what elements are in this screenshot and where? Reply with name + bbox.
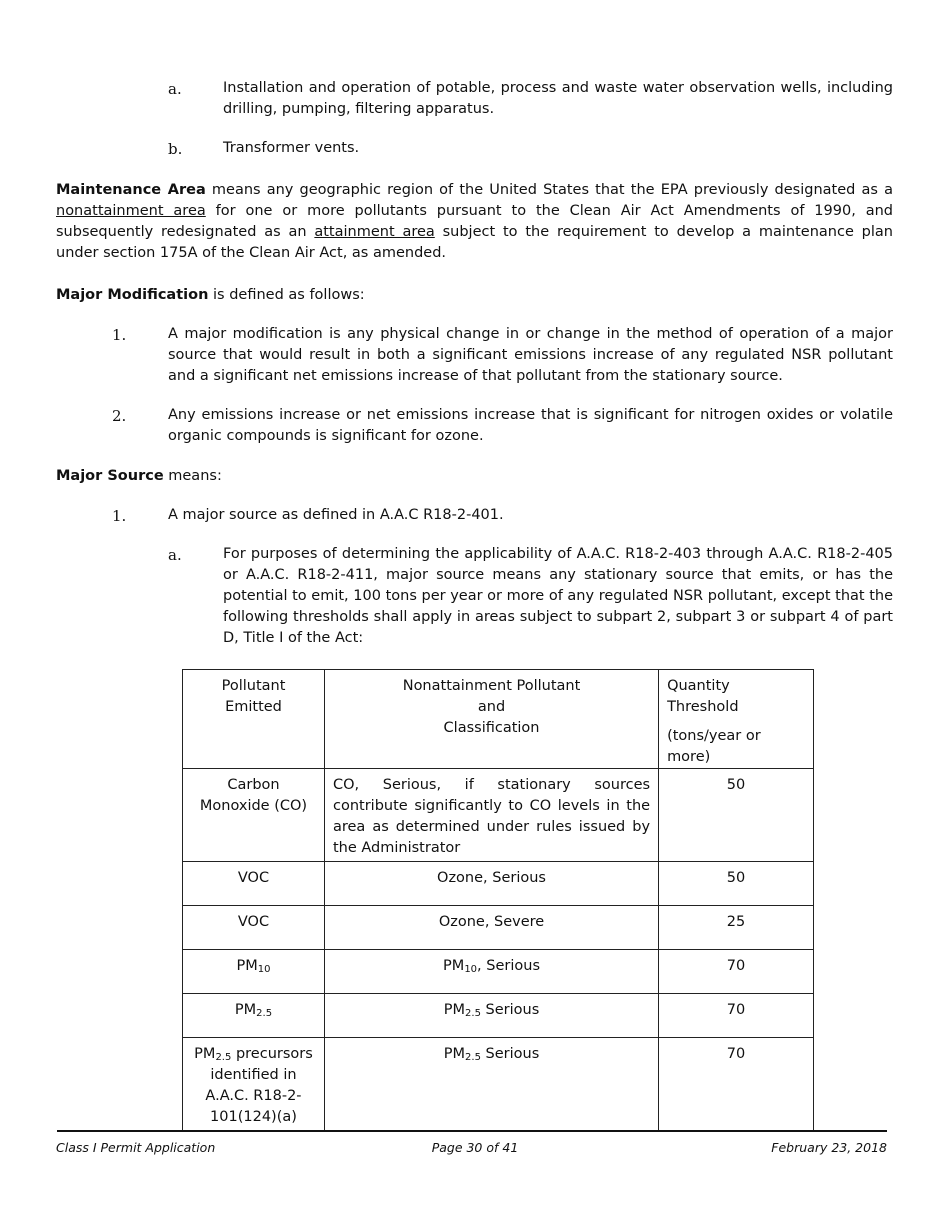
cell-text: Ozone, Serious [437,870,546,886]
cell-text: PM [194,1046,216,1062]
list-marker: 2. [112,407,127,425]
footer-date: February 23, 2018 [771,1140,887,1155]
footer-document-title: Class I Permit Application [56,1140,216,1155]
cell-pollutant [183,1038,325,1131]
cell-classification [324,862,658,906]
header-text: (tons/year or more) [667,728,761,765]
cell-threshold [659,769,814,862]
header-text: Classification [443,720,540,736]
cell-text: 70 [726,1002,746,1018]
cell-text: , Serious [477,958,540,974]
cell-text: PM [443,1046,466,1062]
cell-classification [324,950,658,994]
subscript: 2.5 [465,1008,481,1019]
cell-classification [324,906,658,950]
subscript: 10 [464,964,478,975]
list-marker: b. [168,140,183,158]
cell-text: Carbon Monoxide (CO) [199,777,308,814]
list-item-text: A major source as defined in A.A.C R18-2-401. [168,507,504,523]
definition-text: for one or more pollutants pursuant to the Clean Air Act Amendments of 1990, and subsequently redesignated as an [56,203,893,240]
threshold-table [182,669,814,1131]
list-item-text: For purposes of determining the applicability of A.A.C. R18-2-403 through A.A.C. R18-2-405 or A.A.C. R18-2-411, major source means any stationary source that emits, or has the potential to emit, 100 tons per year or more of any regulated NSR pollutant, except that the following thresholds shall apply in areas subject to subpart 2, subpart 3 or subpart 4 of part D, Title I of the Act: [223,546,893,646]
table-header-row [183,670,814,769]
cell-text: PM [234,1002,257,1018]
list-marker: a. [168,80,182,98]
definition-maintenance-area [56,180,893,264]
cell-threshold [659,994,814,1038]
cell-text: Serious [480,1046,540,1062]
definition-term: Major Modification [56,287,209,303]
cell-text: 50 [726,870,746,886]
header-text: Pollutant Emitted [221,678,286,715]
subscript: 2.5 [256,1008,273,1019]
cell-text: 50 [726,777,746,793]
footer-page-number: Page 30 of 41 [431,1140,519,1155]
cell-text: Serious [480,1002,540,1018]
definition-major-modification [56,285,893,306]
cell-text: VOC [237,914,270,930]
list-marker: 1. [112,507,127,525]
cell-text: 25 [726,914,746,930]
cell-text: PM [443,958,465,974]
cell-classification [324,1038,658,1131]
header-text: Nonattainment Pollutant [402,678,581,694]
subscript: 2.5 [465,1052,481,1063]
cell-pollutant [183,906,325,950]
cell-text: precursors identified in A.A.C. R18-2-101(124)(a) [205,1046,313,1125]
footer-divider [57,1130,887,1132]
header-nonattainment-pollutant [324,670,658,769]
cell-threshold [659,862,814,906]
list-item-text: Any emissions increase or net emissions increase that is significant for nitrogen oxides or volatile organic compounds is significant for ozone. [168,407,893,444]
cell-text: CO, Serious, if stationary sources contribute significantly to CO levels in the area as determined under rules issued by the Administrator [332,777,651,856]
cell-text: 70 [726,1046,746,1062]
cell-threshold [659,950,814,994]
table-row [183,1038,814,1131]
cell-pollutant [183,994,325,1038]
cell-classification [324,994,658,1038]
cell-text: PM [236,958,258,974]
subscript: 10 [257,964,271,975]
definition-term: Maintenance Area [56,182,206,198]
cell-classification [324,769,658,862]
list-marker: a. [168,546,182,564]
cell-pollutant [183,950,325,994]
list-item-text: Transformer vents. [223,140,360,156]
header-text: Quantity Threshold [667,678,739,715]
table-row [183,906,814,950]
table-row [183,769,814,862]
header-text: and [477,699,506,715]
term-link-nonattainment-area[interactable]: nonattainment area [56,203,206,219]
table-row [183,950,814,994]
cell-pollutant [183,862,325,906]
header-quantity-threshold [659,670,814,769]
definition-text: subject to the requirement to develop a maintenance plan under section 175A of the Clean Air Act, as amended. [56,224,893,261]
definition-term: Major Source [56,468,164,484]
definition-text: means: [163,468,222,484]
cell-pollutant [183,769,325,862]
cell-threshold [659,906,814,950]
cell-text: Ozone, Severe [438,914,545,930]
definition-text: means any geographic region of the United States that the EPA previously designated as a [205,182,894,198]
cell-threshold [659,1038,814,1131]
table-row [183,994,814,1038]
cell-text: 70 [726,958,746,974]
cell-text: VOC [237,870,270,886]
term-link-attainment-area[interactable]: attainment area [314,224,435,240]
subscript: 2.5 [215,1052,232,1063]
list-item-text: Installation and operation of potable, process and waste water observation wells, including drilling, pumping, filtering apparatus. [223,80,893,117]
header-pollutant-emitted [183,670,325,769]
table-row [183,862,814,906]
cell-text: PM [443,1002,466,1018]
definition-text: is defined as follows: [208,287,365,303]
definition-major-source [56,466,893,487]
list-item-text: A major modification is any physical change in or change in the method of operation of a major source that would result in both a significant emissions increase of any regulated NSR pollutant and a significant net emissions increase of that pollutant from the stationary source. [168,326,893,384]
list-marker: 1. [112,326,127,344]
